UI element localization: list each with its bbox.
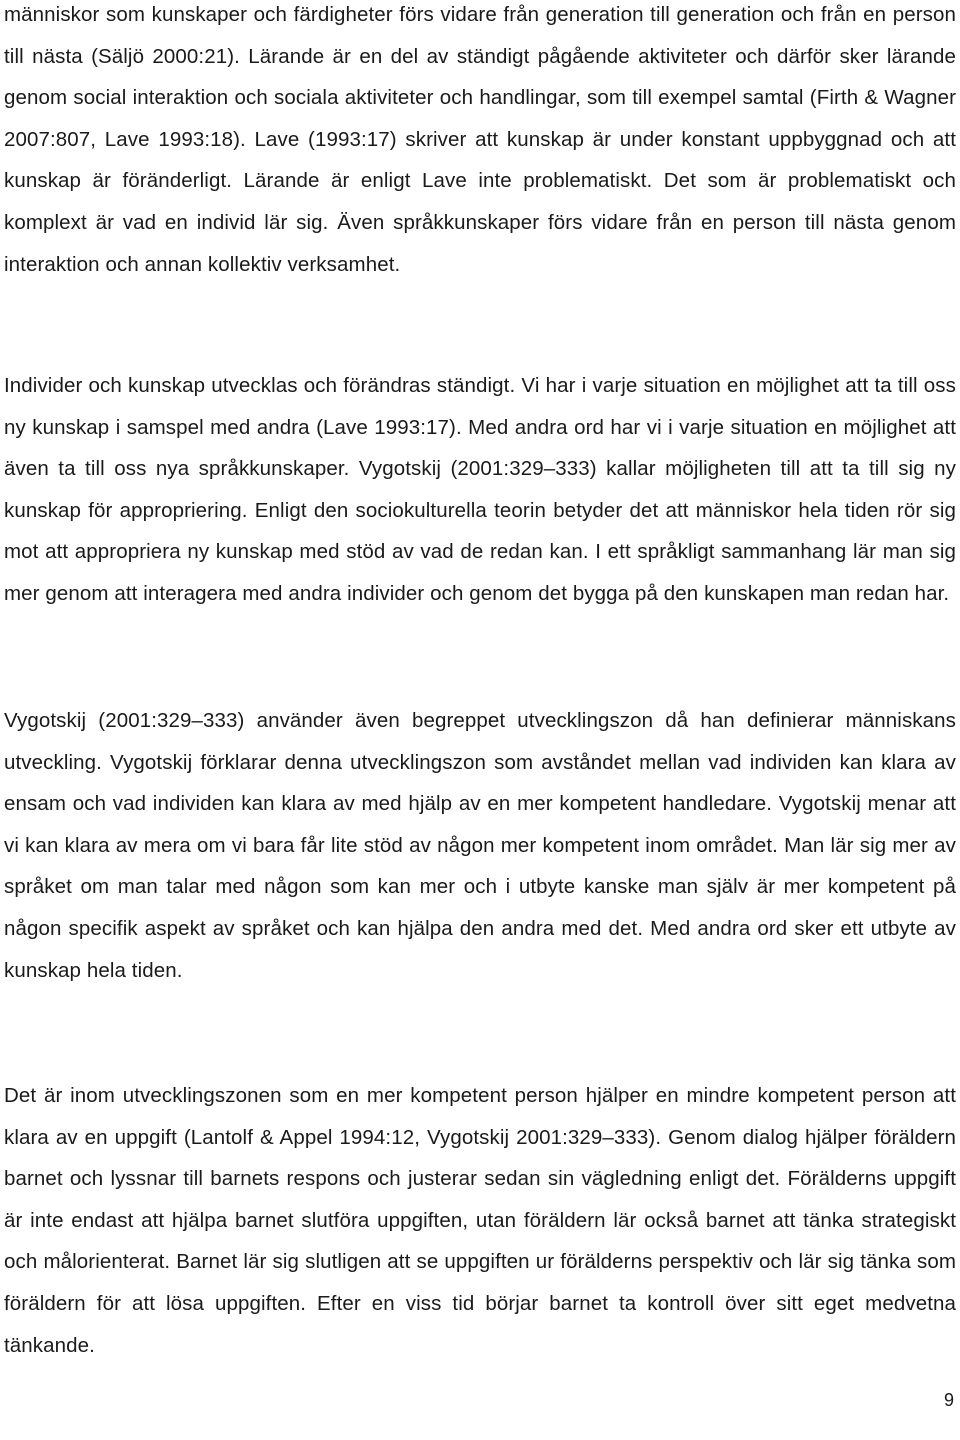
page-number: 9: [943, 1390, 954, 1410]
paragraph-2: Individer och kunskap utvecklas och förändras ständigt. Vi har i varje situation en möjlighet att ta till oss ny kunskap i samspel med andra (Lave 1993:17). Med andra ord har vi i varje situation en möjlighet att även ta till oss nya språkkunskaper. Vygotskij (2001:329–333) kallar möjligheten till att ta till sig ny kunskap för appropriering. Enligt den sociokulturella teorin betyder det att människor hela tiden rör sig mot att appropriera ny kunskap med stöd av vad de redan kan. I ett språkligt sammanhang lär man sig mer genom att interagera med andra individer och genom det bygga på den kunskapen man redan har.: [4, 374, 956, 605]
paragraph-4: Det är inom utvecklingszonen som en mer kompetent person hjälper en mindre kompetent person att klara av en uppgift (Lantolf & Appel 1994:12, Vygotskij 2001:329–333). Genom dialog hjälper föräldern barnet och lyssnar till barnets respons och justerar sedan sin vägledning enligt det. Förälderns uppgift är inte endast att hjälpa barnet slutföra uppgiften, utan föräldern lär också barnet att tänka strategiskt och målorienterat. Barnet lär sig slutligen att se uppgiften ur förälderns perspektiv och lär sig tänka som föräldern för att lösa uppgiften. Efter en viss tid börjar barnet ta kontroll över sitt eget medvetna tänkande.: [4, 1084, 956, 1357]
paragraph-1: människor som kunskaper och färdigheter förs vidare från generation till generation och från en person till nästa (Säljö 2000:21). Lärande är en del av ständigt pågående aktiviteter och därför sker lärande genom social interaktion och sociala aktiviteter och handlingar, som till exempel samtal (Firth & Wagner 2007:807, Lave 1993:18). Lave (1993:17) skriver att kunskap är under konstant uppbyggnad och att kunskap är föränderligt. Lärande är enligt Lave inte problematiskt. Det som är problematiskt och komplext är vad en individ lär sig. Även språkkunskaper förs vidare från en person till nästa genom interaktion och annan kollektiv verksamhet.: [4, 3, 956, 276]
paragraph-3: Vygotskij (2001:329–333) använder även begreppet utvecklingszon då han definierar människans utveckling. Vygotskij förklarar denna utvecklingszon som avståndet mellan vad individen kan klara av ensam och vad individen kan klara av med hjälp av en mer kompetent handledare. Vygotskij menar att vi kan klara av mera om vi bara får lite stöd av någon mer kompetent inom området. Man lär sig mer av språket om man talar med någon som kan mer och i utbyte kanske man själv är mer kompetent på någon specifik aspekt av språket och kan hjälpa den andra med det. Med andra ord sker ett utbyte av kunskap hela tiden.: [4, 709, 956, 982]
